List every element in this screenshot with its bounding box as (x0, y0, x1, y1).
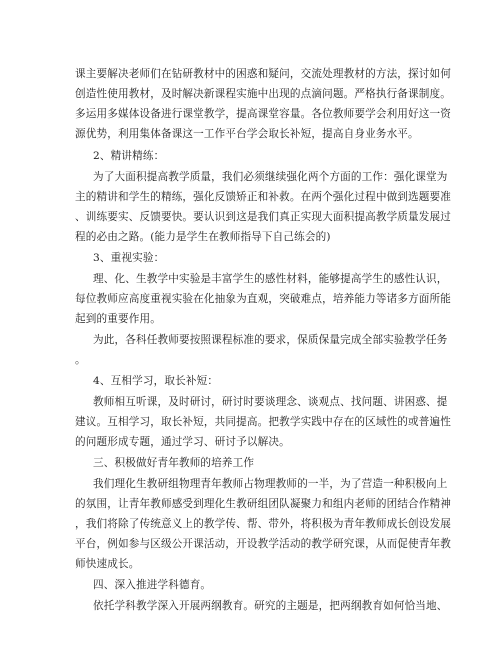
text-line: 。 (75, 354, 86, 366)
text-line: 平台，例如参与区级公开课活动，开设教学活动的教学研究课，从而促使青年教 (75, 538, 452, 550)
section-heading: 3、重视实验： (93, 252, 165, 264)
section-heading: 4、互相学习，取长补短： (93, 375, 219, 387)
section-heading: 四、深入推进学科德育。 (93, 579, 212, 591)
text-line: 课主要解决老师们在钻研教材中的困惑和疑问，交流处理教材的方法，探讨如何 (75, 68, 452, 80)
text-line: 多运用多媒体设备进行课堂教学，提高课堂容量。各位教师要学会利用好这一资 (75, 108, 452, 120)
text-line: 每位教师应高度重视实验在化抽象为直观，突破难点，培养能力等诸多方面所能 (75, 293, 452, 305)
text-line: 我们理化生教研组物理青年教师占物理教师的一半，为了营造一种积极向上 (93, 478, 448, 490)
text-line: 理、化、生教学中实验是丰富学生的感性材料，能够提高学生的感性认识， (93, 273, 448, 285)
text-line: 建议。互相学习，取长补短，共同提高。把教学实践中存在的区域性的或普遍性 (75, 416, 452, 428)
text-line: 程的必由之路。(能力是学生在教师指导下自己练会的) (75, 231, 331, 243)
text-line: ，我们将除了传统意义上的教学传、帮、带外，将积极为青年教师成长创设发展 (75, 518, 452, 530)
text-line: 创造性使用教材，及时解决新课程实施中出现的点滴问题。严格执行备课制度。 (75, 88, 452, 100)
text-line: 、训练要实、反馈要快。要认识到这是我们真正实现大面积提高教学质量发展过 (75, 211, 452, 223)
text-line: 教师相互听课，及时研讨，研讨时要谈理念、谈观点、找问题、讲困惑、提 (93, 396, 448, 408)
text-line: 为了大面积提高教学质量，我们必须继续强化两个方面的工作：强化课堂为 (93, 171, 448, 183)
text-line: 依托学科教学深入开展两纲教育。研究的主题是，把两纲教育如何恰当地、 (93, 600, 448, 612)
text-line: 的问题形成专题，通过学习、研讨予以解决。 (75, 436, 290, 448)
section-heading: 三、积极做好青年教师的培养工作 (93, 457, 255, 469)
text-line: 师快速成长。 (75, 558, 140, 570)
text-line: 起到的重要作用。 (75, 313, 161, 325)
text-line: 源优势，利用集体备课这一工作平台学会取长补短，提高自身业务水平。 (75, 128, 419, 140)
text-line: 主的精讲和学生的精练，强化反馈矫正和补救。在两个强化过程中做到选题要准 (75, 191, 452, 203)
text-line: 的氛围，让青年教师感受到理化生教研组团队凝聚力和组内老师的团结合作精神 (75, 498, 452, 510)
section-heading: 2、精讲精练： (93, 150, 165, 162)
text-line: 为此，各科任教师要按照课程标准的要求，保质保量完成全部实验教学任务 (93, 334, 448, 346)
